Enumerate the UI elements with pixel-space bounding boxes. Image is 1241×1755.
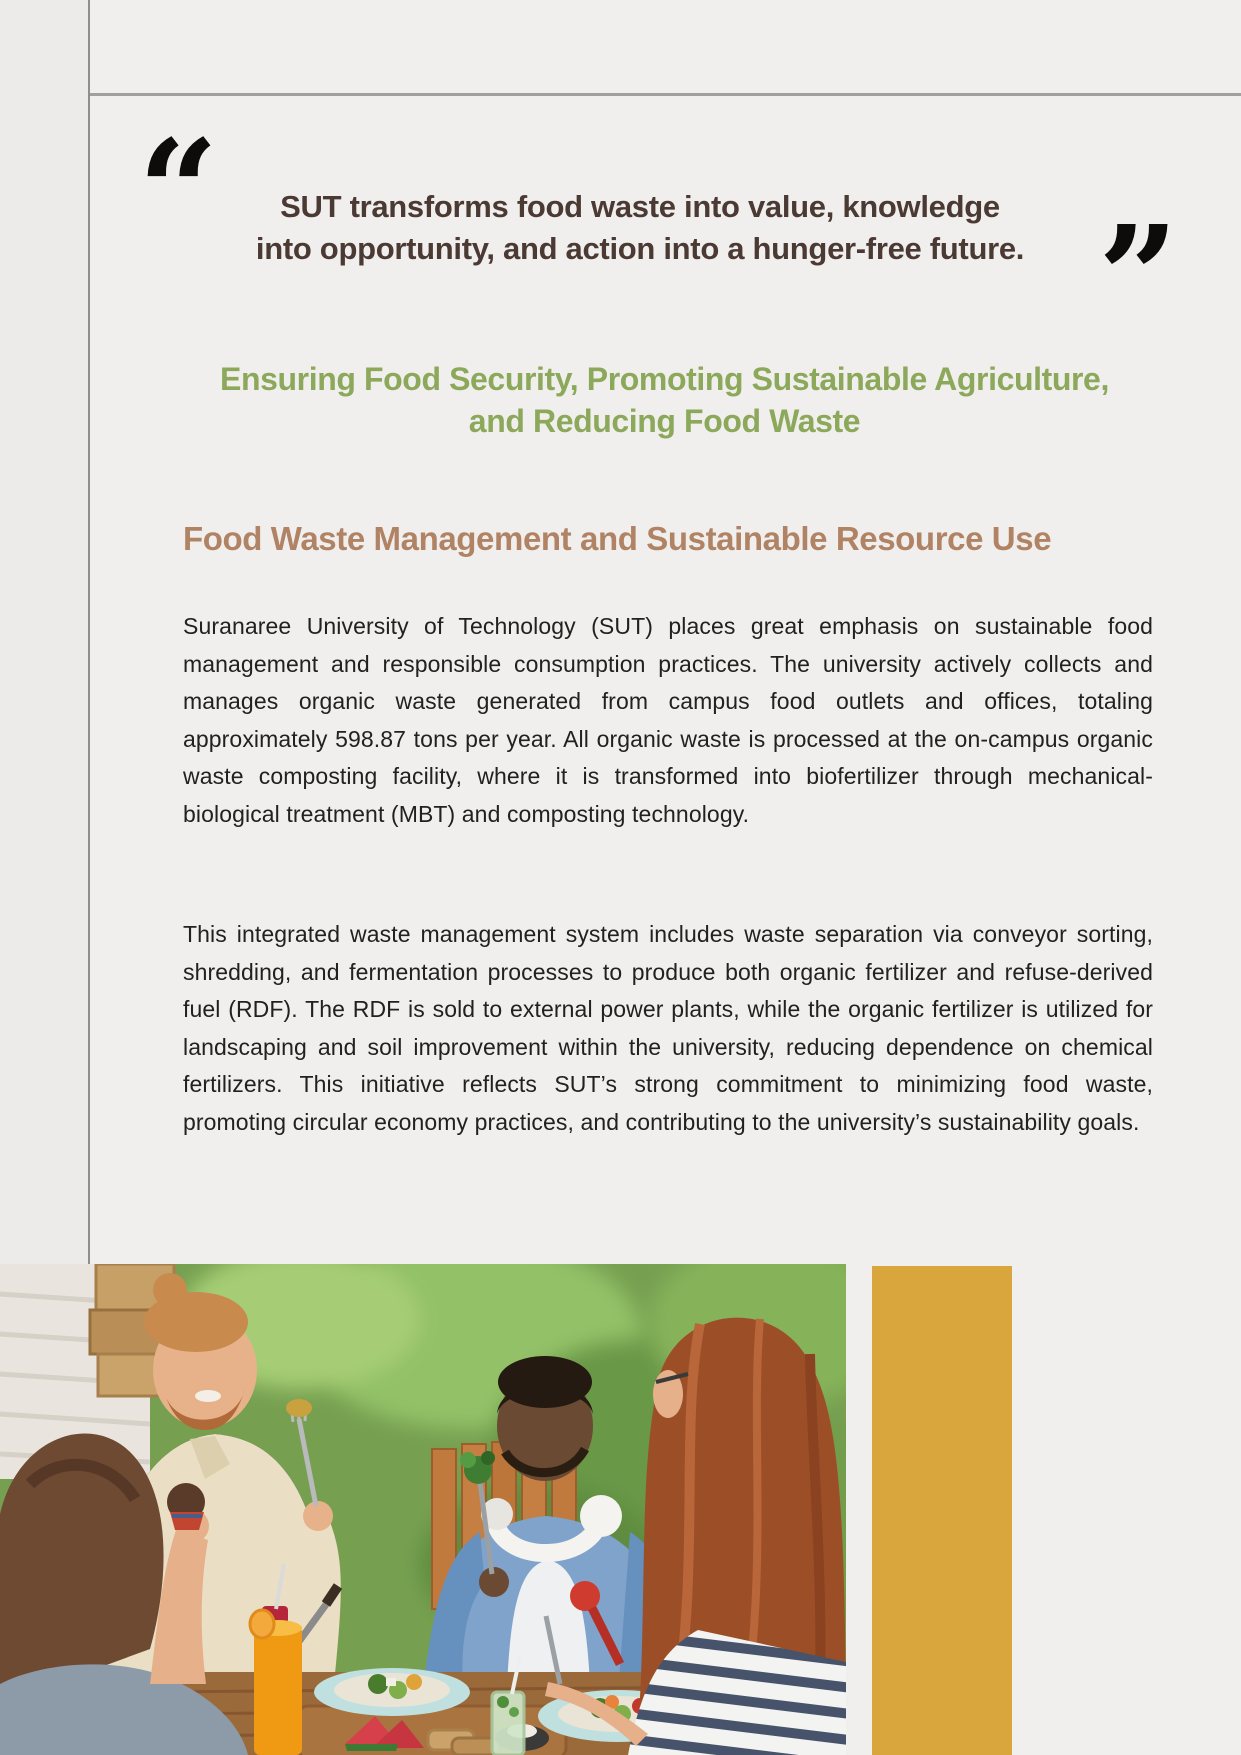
pull-quote-line-2: into opportunity, and action into a hunger-free future.	[255, 231, 1025, 266]
left-rule	[88, 0, 90, 1264]
pull-quote-line-1: SUT transforms food waste into value, knowledge	[280, 189, 1000, 224]
accent-bar	[872, 1266, 1012, 1755]
close-quote-icon: ”	[1098, 196, 1173, 360]
open-quote-icon: “	[138, 110, 213, 274]
pull-quote	[190, 186, 1090, 270]
sdg-heading	[88, 358, 1241, 442]
sdg-heading-line-1: Ensuring Food Security, Promoting Sustainable Agriculture,	[220, 361, 1109, 397]
body-paragraph-1: Suranaree University of Technology (SUT) places great emphasis on sustainable food management and responsible consumption practices. The university actively collects and manages organic waste generated from campus food outlets and offices, totaling approximately 598.87 tons per year. All organic waste is processed at the on-campus organic waste composting facility, where it is transformed into biofertilizer through mechanical-biological treatment (MBT) and composting technology.	[183, 613, 1153, 827]
body-paragraph-2: This integrated waste management system includes waste separation via conveyor sorting, shredding, and fermentation processes to produce both organic fertilizer and refuse-derived fuel (RDF). The RDF is sold to external power plants, while the organic fertilizer is utilized for landscaping and soil improvement within the university, reducing dependence on chemical fertilizers. This initiative reflects SUT’s strong commitment to minimizing food waste, promoting circular economy practices, and contributing to the university’s sustainability goals.	[183, 921, 1153, 1135]
top-rule	[90, 93, 1241, 96]
section-heading: Food Waste Management and Sustainable Resource Use	[183, 520, 1052, 557]
photo-people-dining	[0, 1264, 846, 1755]
sdg-heading-line-2: and Reducing Food Waste	[468, 403, 861, 439]
